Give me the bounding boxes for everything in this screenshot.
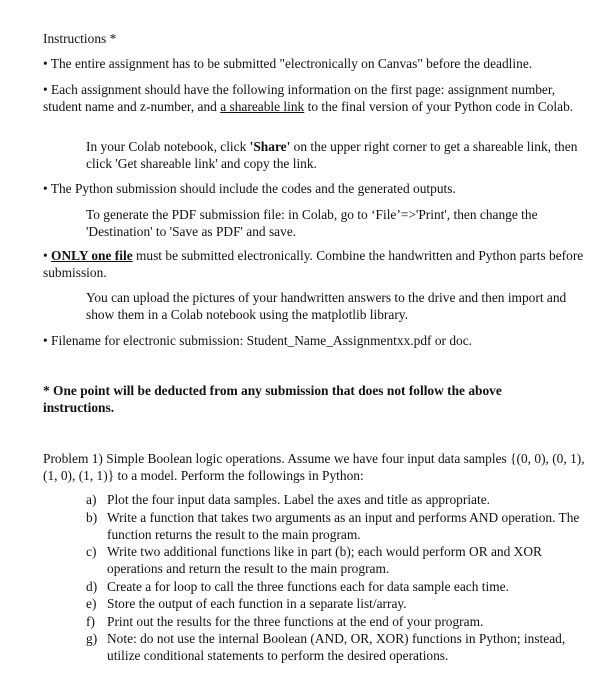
- shareable-link-phrase: a shareable link: [220, 99, 305, 114]
- problem-1-intro: Problem 1) Simple Boolean logic operations. Assume we have four input data samples {(0, 0), (0, 1), (1, 0), (1, 1)} to a model. Perform the followings in Python:: [43, 451, 585, 483]
- bullet-filename: • Filename for electronic submission: Student_Name_Assignmentxx.pdf or doc.: [43, 333, 473, 348]
- step-text: Note: do not use the internal Boolean (AND, OR, XOR) functions in Python; instead, utilize conditional statements to perform the desired operations.: [107, 631, 566, 663]
- bullet-one-file: [43, 247, 588, 281]
- bullet-one-file-text: must be submitted electronically. Combine the handwritten and Python parts before submission.: [43, 248, 584, 280]
- step-marker: e): [86, 596, 97, 611]
- step-marker: d): [86, 578, 98, 594]
- step-item: [86, 595, 591, 612]
- step-marker: c): [86, 544, 97, 559]
- problem-1-steps: [86, 491, 591, 665]
- step-item: [86, 509, 591, 543]
- instructions-heading: Instructions *: [43, 31, 117, 46]
- bullet-deadline: • The entire assignment has to be submitted "electronically on Canvas" before the deadline.: [43, 56, 533, 71]
- step-item: [86, 491, 591, 508]
- bullet-first-page-info: [43, 81, 588, 115]
- bullet-python-submission: • The Python submission should include the codes and the generated outputs.: [43, 181, 456, 196]
- step-text: Write a function that takes two arguments as an input and performs AND operation. The function returns the result to the main program.: [107, 509, 580, 542]
- bullet-one-file-dot: •: [43, 248, 52, 263]
- handwritten-upload-instructions: You can upload the pictures of your handwritten answers to the drive and then import and show them in a Colab notebook using the matplotlib library.: [86, 290, 567, 322]
- deduction-warning: * One point will be deducted from any submission that does not follow the above instructions.: [43, 383, 502, 415]
- step-text: Store the output of each function in a separate list/array.: [107, 596, 407, 611]
- step-text: Plot the four input data samples. Label the axes and title as appropriate.: [107, 492, 491, 507]
- colab-share-instructions: [86, 138, 582, 172]
- pdf-generation-instructions: To generate the PDF submission file: in Colab, go to ‘File’=>'Print', then change the 'Destination' to 'Save as PDF' and save.: [86, 207, 538, 239]
- step-item: [86, 578, 591, 595]
- step-marker: a): [86, 492, 97, 507]
- step-text: Create a for loop to call the three functions each for data sample each time.: [107, 578, 509, 594]
- only-one-file-label: ONLY one file: [51, 248, 133, 263]
- step-item: [86, 630, 591, 664]
- bullet-first-page-info-text: • Each assignment should have the following information on the first page: assignment number, student name and z-number, and: [43, 82, 556, 114]
- bullet-first-page-info-tail: to the final version of your Python code in Colab.: [304, 99, 574, 114]
- step-marker: g): [86, 631, 98, 646]
- step-marker: f): [86, 613, 95, 629]
- step-item: [86, 543, 591, 577]
- colab-share-text: In your Colab notebook, click: [86, 139, 250, 154]
- step-text: Print out the results for the three functions at the end of your program.: [107, 613, 484, 629]
- step-marker: b): [86, 509, 98, 525]
- step-text: Write two additional functions like in part (b); each would perform OR and XOR operations and return the result to the main program.: [107, 544, 542, 576]
- colab-share-tail: on the upper right corner to get a shareable link, then click 'Get shareable link' and copy the link.: [86, 139, 578, 171]
- step-item: [86, 613, 591, 630]
- share-label: 'Share': [249, 139, 291, 154]
